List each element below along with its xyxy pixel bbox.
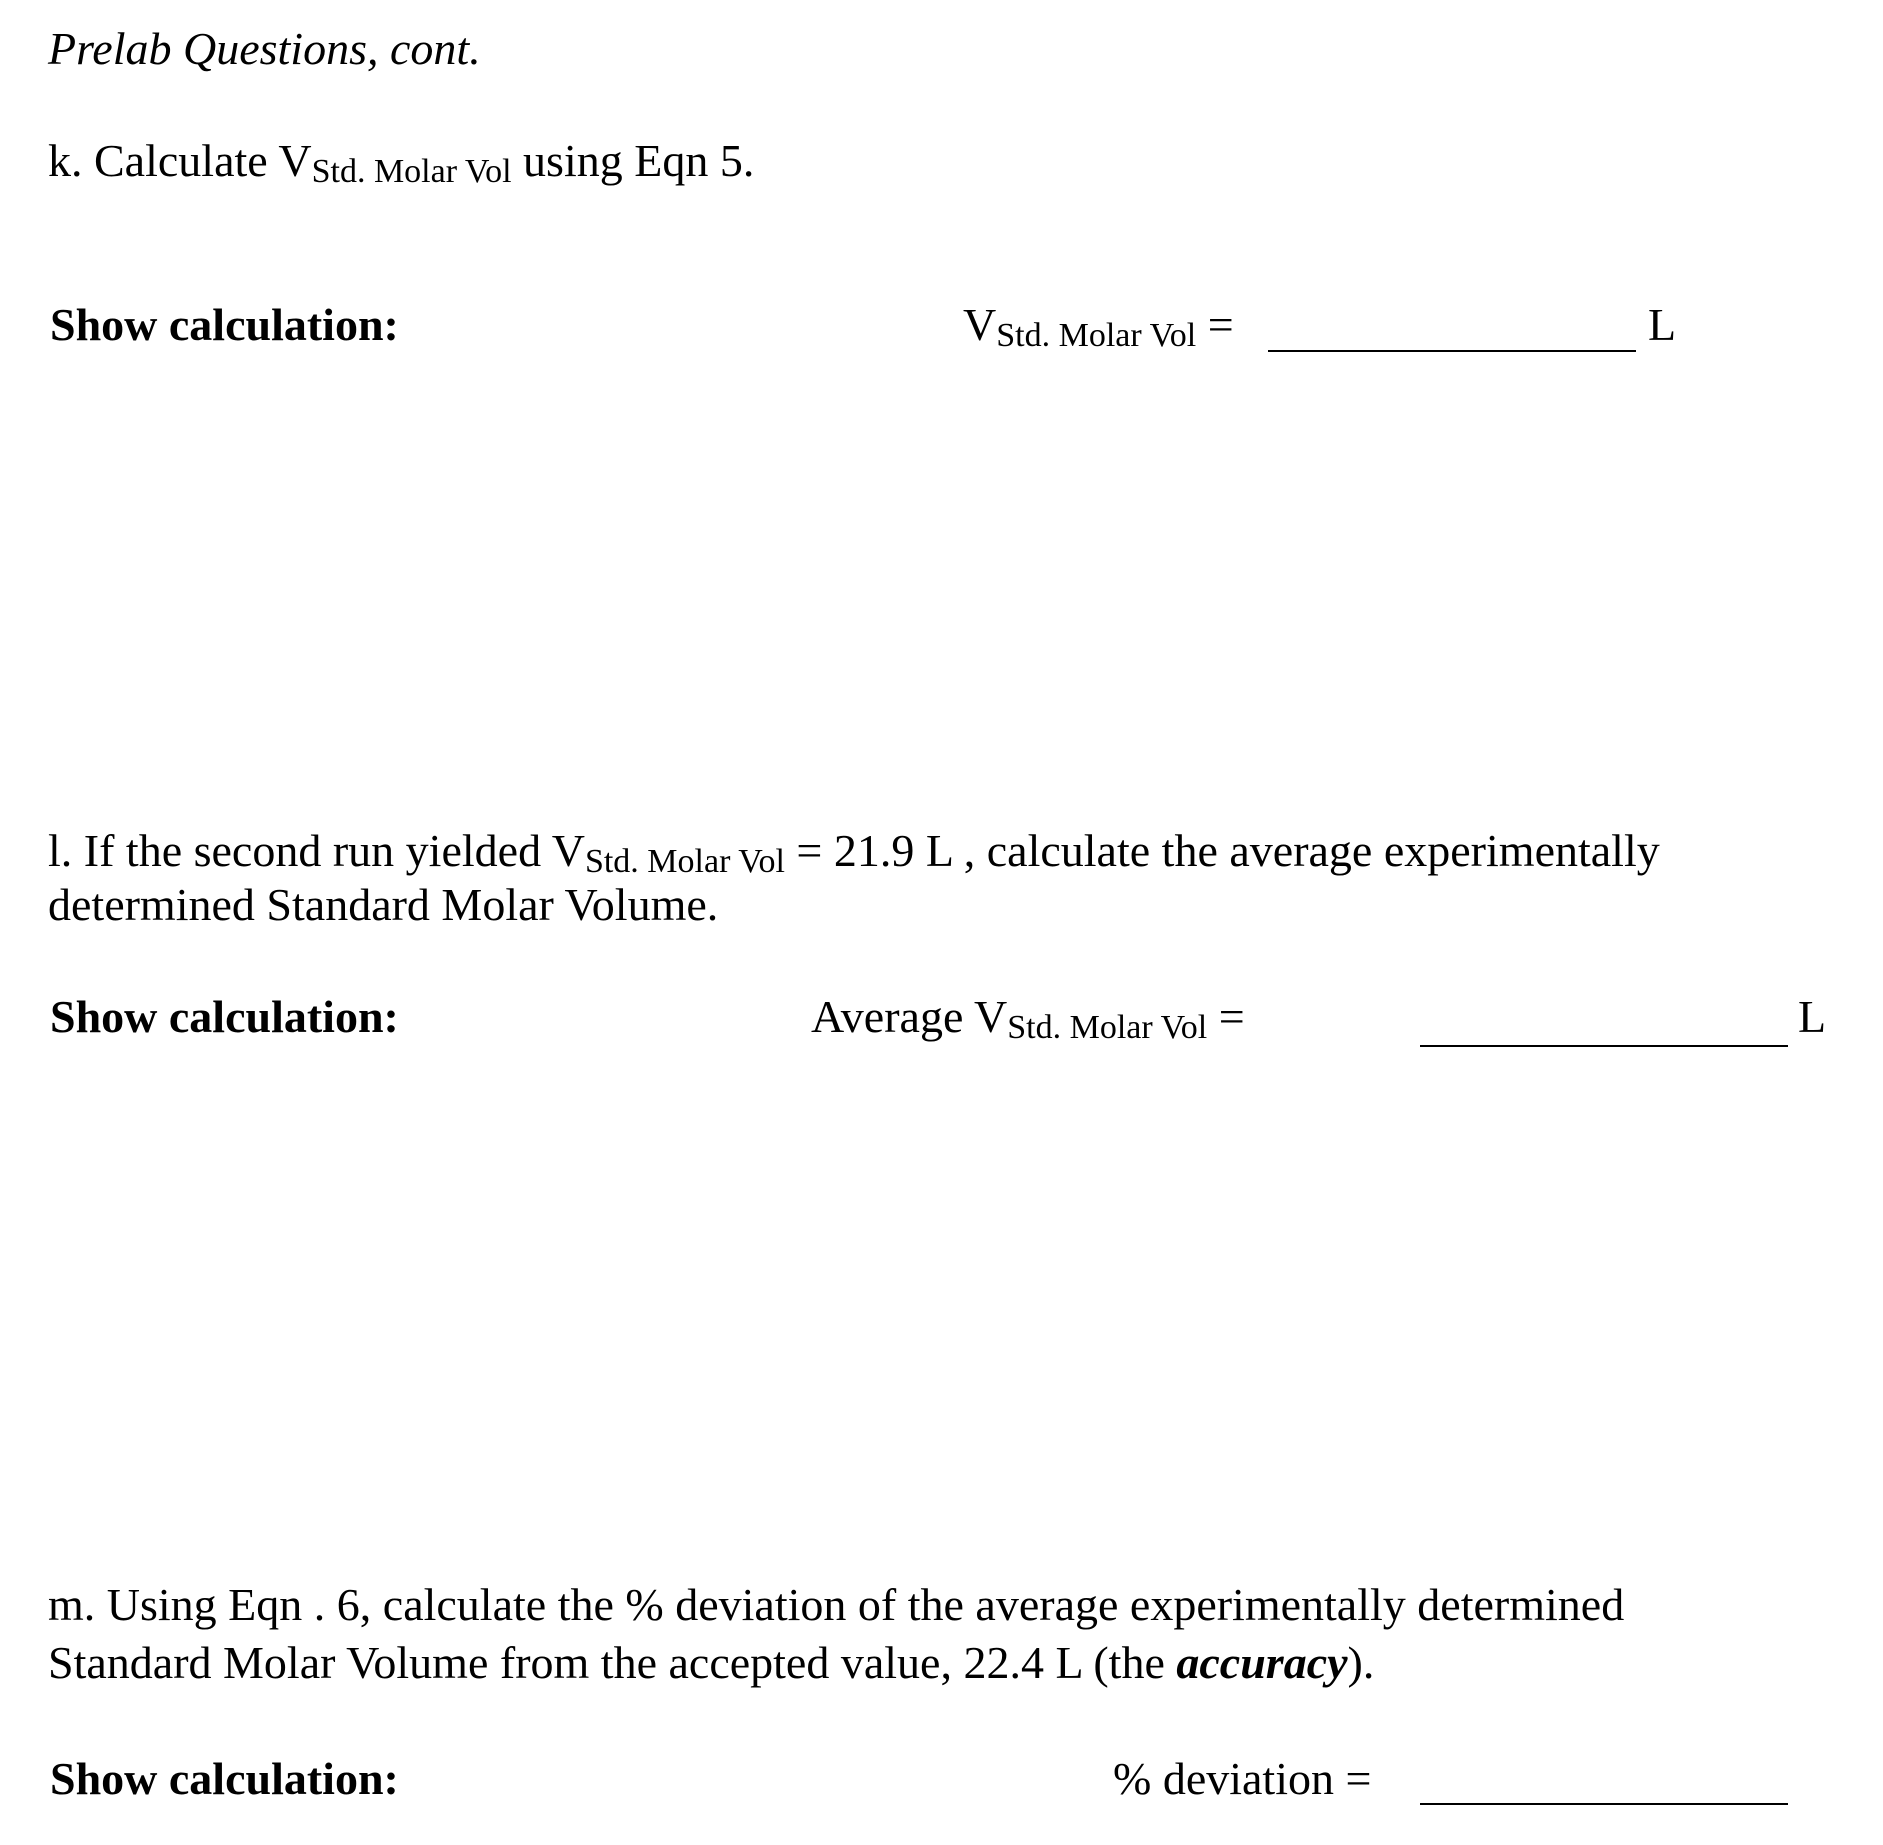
question-l-prefix: l. If the second run yielded V bbox=[48, 825, 585, 876]
question-m-line2-a: Standard Molar Volume from the accepted value, 22.4 L (the bbox=[48, 1637, 1177, 1688]
question-k-unit: L bbox=[1648, 299, 1677, 350]
question-m-show-label: Show calculation: bbox=[50, 1753, 399, 1804]
question-m-line2 bbox=[48, 1636, 1374, 1690]
question-k-answer-blank[interactable] bbox=[1268, 350, 1636, 352]
question-k-prefix: k. Calculate V bbox=[48, 135, 312, 186]
question-k-answer-sub: Std. Molar Vol bbox=[996, 317, 1197, 354]
question-m-emphasis: accuracy bbox=[1176, 1637, 1348, 1688]
question-l-answer-var: Average V bbox=[811, 991, 1008, 1042]
question-l-answer-blank[interactable] bbox=[1420, 1045, 1788, 1047]
question-k-subscript: Std. Molar Vol bbox=[311, 153, 512, 190]
question-l-line2: determined Standard Molar Volume. bbox=[48, 879, 719, 930]
question-m-answer-blank[interactable] bbox=[1420, 1803, 1788, 1805]
question-l-answer-sub: Std. Molar Vol bbox=[1007, 1009, 1208, 1046]
page-header: Prelab Questions, cont. bbox=[48, 23, 481, 74]
question-l-answer-eq: = bbox=[1207, 991, 1245, 1042]
question-k-text bbox=[48, 134, 754, 193]
question-l-subscript: Std. Molar Vol bbox=[584, 843, 785, 880]
question-k-answer-label bbox=[963, 298, 1234, 354]
question-l-mid: = 21.9 L , calculate the average experimentally bbox=[784, 825, 1660, 876]
question-k-suffix: using Eqn 5. bbox=[511, 135, 755, 186]
question-l-show-label: Show calculation: bbox=[50, 991, 399, 1042]
question-l-line1 bbox=[48, 824, 1660, 883]
question-k-show-label: Show calculation: bbox=[50, 299, 399, 350]
question-m-line2-b: ). bbox=[1347, 1637, 1375, 1688]
question-m-line1: m. Using Eqn . 6, calculate the % deviation of the average experimentally determined bbox=[48, 1579, 1625, 1630]
question-k-answer-eq: = bbox=[1196, 299, 1234, 350]
question-l-unit: L bbox=[1798, 991, 1827, 1042]
question-l-answer-label bbox=[811, 990, 1245, 1046]
question-k-answer-var: V bbox=[963, 299, 997, 350]
question-m-answer-label: % deviation = bbox=[1113, 1753, 1372, 1804]
